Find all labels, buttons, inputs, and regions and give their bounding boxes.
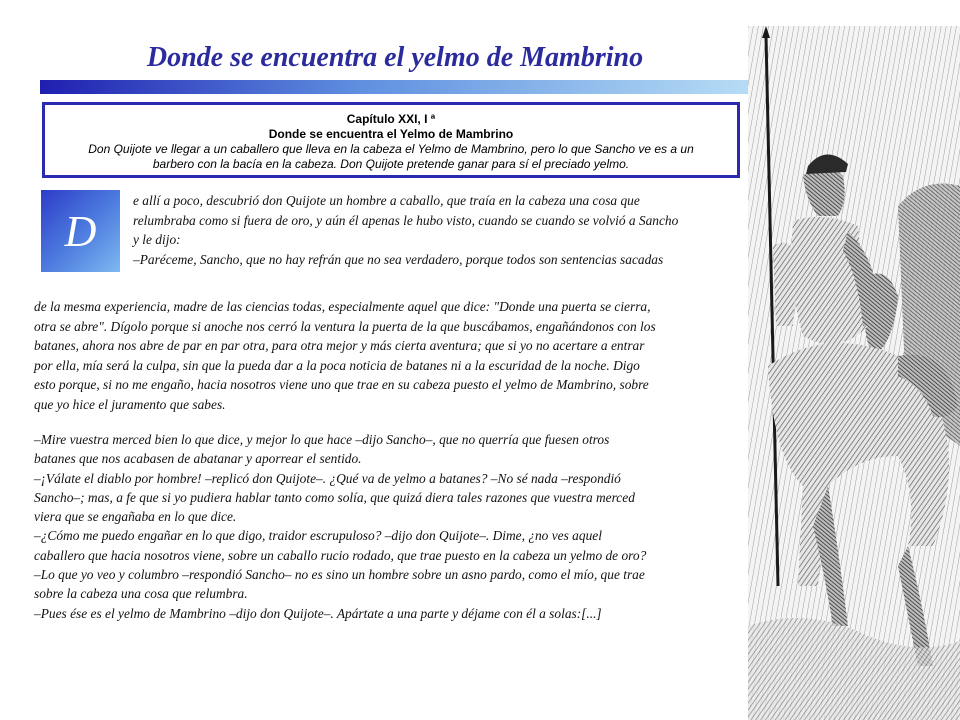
- text-line: esto porque, si no me engaño, hacia nosotros viene uno que trae en su cabeza puesto el yelmo de Mambrino, sobre: [34, 377, 649, 393]
- text-line: batanes que nos acabasen de abatanar y aporrear el sentido.: [34, 451, 362, 467]
- text-line: de la mesma experiencia, madre de las ciencias todas, especialmente aquel que dice: "Donde una puerta se cierra,: [34, 299, 651, 314]
- chapter-description: [45, 142, 737, 172]
- text-line: caballero que hacia nosotros viene, sobre un caballo rucio rodado, que trae puesto en la cabeza un yelmo de oro?: [34, 547, 647, 563]
- text-line: batanes, ahora nos abre de par en par otra, para otra mejor y más cierta aventura; que si yo no acertare a entrar: [34, 338, 645, 354]
- text-line: –Lo que yo veo y columbro –respondió Sancho– no es sino un hombre sobre un asno pardo, como el mío, que trae: [34, 567, 645, 583]
- text-line: sobre la cabeza una cosa que relumbra.: [34, 586, 248, 602]
- text-line: viera que se engañaba en lo que dice.: [34, 509, 237, 525]
- page-title: Donde se encuentra el yelmo de Mambrino: [146, 42, 644, 73]
- text-line: que yo hice el juramento que sabes.: [34, 396, 226, 412]
- description-line: barbero con la bacía en la cabeza. Don Quijote pretende ganar para sí el preciado yelmo.: [152, 157, 630, 171]
- text-line: y le dijo:: [133, 232, 181, 247]
- don-quijote-engraving: [748, 26, 960, 720]
- drop-cap-box: [41, 190, 120, 272]
- paragraph-intro: [133, 191, 745, 269]
- chapter-label: Capítulo XXI, I ª: [346, 112, 436, 126]
- paragraph-quijote-speech: [34, 297, 734, 415]
- text-line: por ella, mía será la culpa, sin que la pueda dar a la poca noticia de batanes ni a la escuridad de la noche. Digo: [34, 357, 640, 373]
- text-line: Sancho–; mas, a fe que si yo pudiera hablar tanto como solía, que quizá diera tales razones que vuestra merced: [34, 489, 635, 505]
- text-line: –¿Cómo me puedo engañar en lo que digo, traidor escrupuloso? –dijo don Quijote–. Dime, ¿no ves aquel: [34, 528, 602, 544]
- text-line: –Mire vuestra merced bien lo que dice, y mejor lo que hace –dijo Sancho–, que no querría que fuesen otros: [34, 432, 610, 447]
- chapter-subtitle: Donde se encuentra el Yelmo de Mambrino: [268, 127, 514, 141]
- chapter-summary-box: [42, 102, 740, 178]
- title-accent-bar: [40, 80, 748, 94]
- description-line: Don Quijote ve llegar a un caballero que lleva en la cabeza el Yelmo de Mambrino, pero lo que Sancho ve es a un: [88, 142, 694, 156]
- drop-cap-letter: D: [64, 206, 97, 256]
- paragraph-dialogue: [34, 430, 734, 623]
- text-line: –¡Válate el diablo por hombre! –replicó don Quijote–. ¿Qué va de yelmo a batanes? –No sé nada –respondió: [34, 470, 621, 486]
- text-line: e allí a poco, descubrió don Quijote un hombre a caballo, que traía en la cabeza una cosa que: [133, 193, 640, 208]
- text-line: relumbraba como si fuera de oro, y aún él apenas le hubo visto, cuando se cuando se volvió a Sancho: [133, 212, 679, 228]
- text-line: –Paréceme, Sancho, que no hay refrán que no sea verdadero, porque todos son sentencias sacadas: [133, 251, 664, 267]
- text-line: otra se abre". Dígolo porque si anoche nos cerró la ventura la puerta de la que buscábamos, engañándonos con los: [34, 318, 656, 334]
- text-line: –Pues ése es el yelmo de Mambrino –dijo don Quijote–. Apártate a una parte y déjame con él a solas:[...]: [34, 605, 602, 621]
